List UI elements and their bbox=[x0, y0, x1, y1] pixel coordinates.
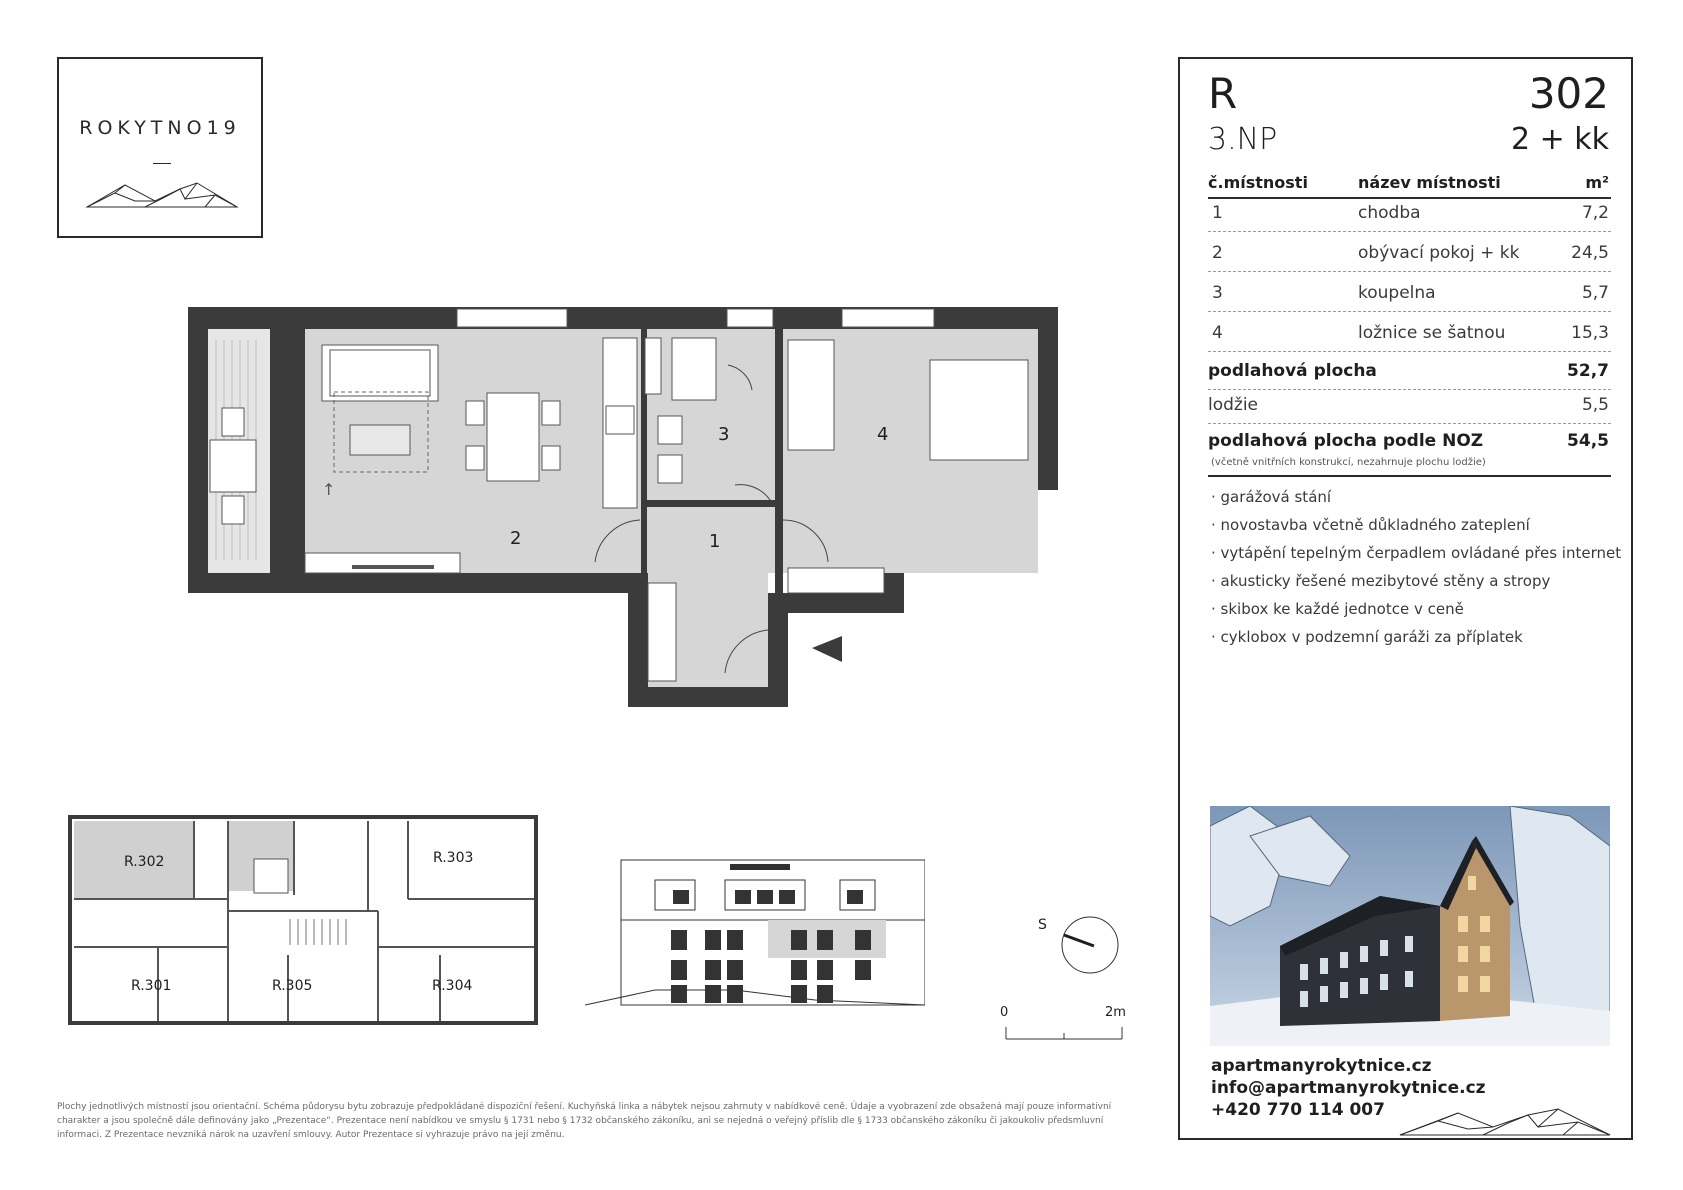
floor-area-label: podlahová plocha bbox=[1208, 361, 1377, 381]
row-divider bbox=[1208, 351, 1611, 352]
room-3-name: koupelna bbox=[1358, 283, 1436, 303]
row-divider bbox=[1208, 423, 1611, 424]
room-label-1: 1 bbox=[709, 531, 721, 552]
unit-letter: R bbox=[1208, 69, 1238, 118]
unit-number: 302 bbox=[1528, 69, 1609, 118]
table-bottom-line bbox=[1208, 475, 1611, 477]
svg-text:↑: ↑ bbox=[322, 480, 336, 499]
unit-floor: 3.NP bbox=[1208, 122, 1278, 157]
building-elevation bbox=[585, 850, 925, 1010]
feature-item: · skibox ke každé jednotce v ceně bbox=[1211, 600, 1464, 618]
room-2-area: 24,5 bbox=[1571, 243, 1609, 263]
feature-item: · garážová stání bbox=[1211, 488, 1332, 506]
room-1-name: chodba bbox=[1358, 203, 1421, 223]
header-room-number: č.místnosti bbox=[1208, 173, 1308, 192]
feature-item: · cyklobox v podzemní garáži za příplatek bbox=[1211, 628, 1523, 646]
noz-area-note: (včetně vnitřních konstrukcí, nezahrnuje plochu lodžie) bbox=[1211, 457, 1486, 468]
row-divider bbox=[1208, 271, 1611, 272]
room-3-area: 5,7 bbox=[1581, 283, 1609, 303]
scale-start: 0 bbox=[1000, 1005, 1009, 1020]
key-label-r301: R.301 bbox=[131, 978, 172, 994]
header-room-name: název místnosti bbox=[1358, 173, 1501, 192]
scale-bar bbox=[1005, 1025, 1125, 1041]
header-area: m² bbox=[1585, 173, 1609, 192]
row-divider bbox=[1208, 311, 1611, 312]
key-label-r304: R.304 bbox=[432, 978, 473, 994]
room-4-name: ložnice se šatnou bbox=[1358, 323, 1506, 343]
noz-area-value: 54,5 bbox=[1567, 431, 1609, 451]
floor-plan bbox=[185, 300, 1065, 710]
room-2-name: obývací pokoj + kk bbox=[1358, 243, 1520, 263]
scale-end: 2m bbox=[1105, 1005, 1126, 1020]
entrance-arrow-icon bbox=[812, 636, 842, 662]
key-label-r305: R.305 bbox=[272, 978, 313, 994]
room-4-number: 4 bbox=[1212, 323, 1223, 343]
floor-area-value: 52,7 bbox=[1567, 361, 1609, 381]
key-label-r302: R.302 bbox=[124, 854, 165, 870]
room-label-3: 3 bbox=[718, 424, 730, 445]
room-3-number: 3 bbox=[1212, 283, 1223, 303]
phone-number[interactable]: +420 770 114 007 bbox=[1211, 1100, 1385, 1120]
feature-item: · akusticky řešené mezibytové stěny a stropy bbox=[1211, 572, 1551, 590]
room-label-2: 2 bbox=[510, 528, 522, 549]
info-panel bbox=[1178, 57, 1633, 1140]
loggia-value: 5,5 bbox=[1581, 395, 1609, 415]
room-2-number: 2 bbox=[1212, 243, 1223, 263]
compass-label: S bbox=[1038, 917, 1047, 933]
noz-area-label: podlahová plocha podle NOZ bbox=[1208, 431, 1484, 451]
table-divider bbox=[1208, 197, 1611, 199]
row-divider bbox=[1208, 389, 1611, 390]
room-4-area: 15,3 bbox=[1571, 323, 1609, 343]
building-photo bbox=[1210, 806, 1610, 1046]
room-1-area: 7,2 bbox=[1581, 203, 1609, 223]
key-plan bbox=[68, 815, 538, 1027]
email-link[interactable]: info@apartmanyrokytnice.cz bbox=[1211, 1078, 1486, 1098]
mountain-icon bbox=[1398, 1107, 1613, 1137]
room-1-number: 1 bbox=[1212, 203, 1223, 223]
legal-disclaimer: Plochy jednotlivých místností jsou orientační. Schéma půdorysu bytu zobrazuje předpokládané dispoziční řešení. Kuchyňská linka a nábytek nejsou zahrnuty v nabídkové ceně. Údaje a vyobrazení zde obsažená mají pouze informativní charakter a jsou společně dále definovány jako „Prezentace“. Prezentace není nabídkou ve smyslu § 1731 nebo § 1732 občanského zákoníku, ani se nejedná o veřejný příslib dle § 1733 občanského zákoníku či jakoukoliv předsmluvní informaci. Z Prezentace nevzniká nárok na uzavření smlouvy. Autor Prezentace si vyhrazuje právo na její změnu. bbox=[57, 1102, 1112, 1140]
room-label-4: 4 bbox=[877, 424, 889, 445]
mountain-icon bbox=[85, 179, 240, 209]
unit-type: 2 + kk bbox=[1510, 122, 1609, 157]
logo-text: ROKYTNO19 bbox=[79, 117, 241, 139]
row-divider bbox=[1208, 231, 1611, 232]
logo-divider bbox=[153, 163, 171, 164]
feature-item: · novostavba včetně důkladného zateplení bbox=[1211, 516, 1530, 534]
website-link[interactable]: apartmanyrokytnice.cz bbox=[1211, 1056, 1432, 1076]
key-label-r303: R.303 bbox=[433, 850, 474, 866]
feature-item: · vytápění tepelným čerpadlem ovládané přes internet bbox=[1211, 544, 1622, 562]
loggia-label: lodžie bbox=[1208, 395, 1259, 415]
compass-icon bbox=[1060, 915, 1120, 975]
logo bbox=[57, 57, 263, 238]
